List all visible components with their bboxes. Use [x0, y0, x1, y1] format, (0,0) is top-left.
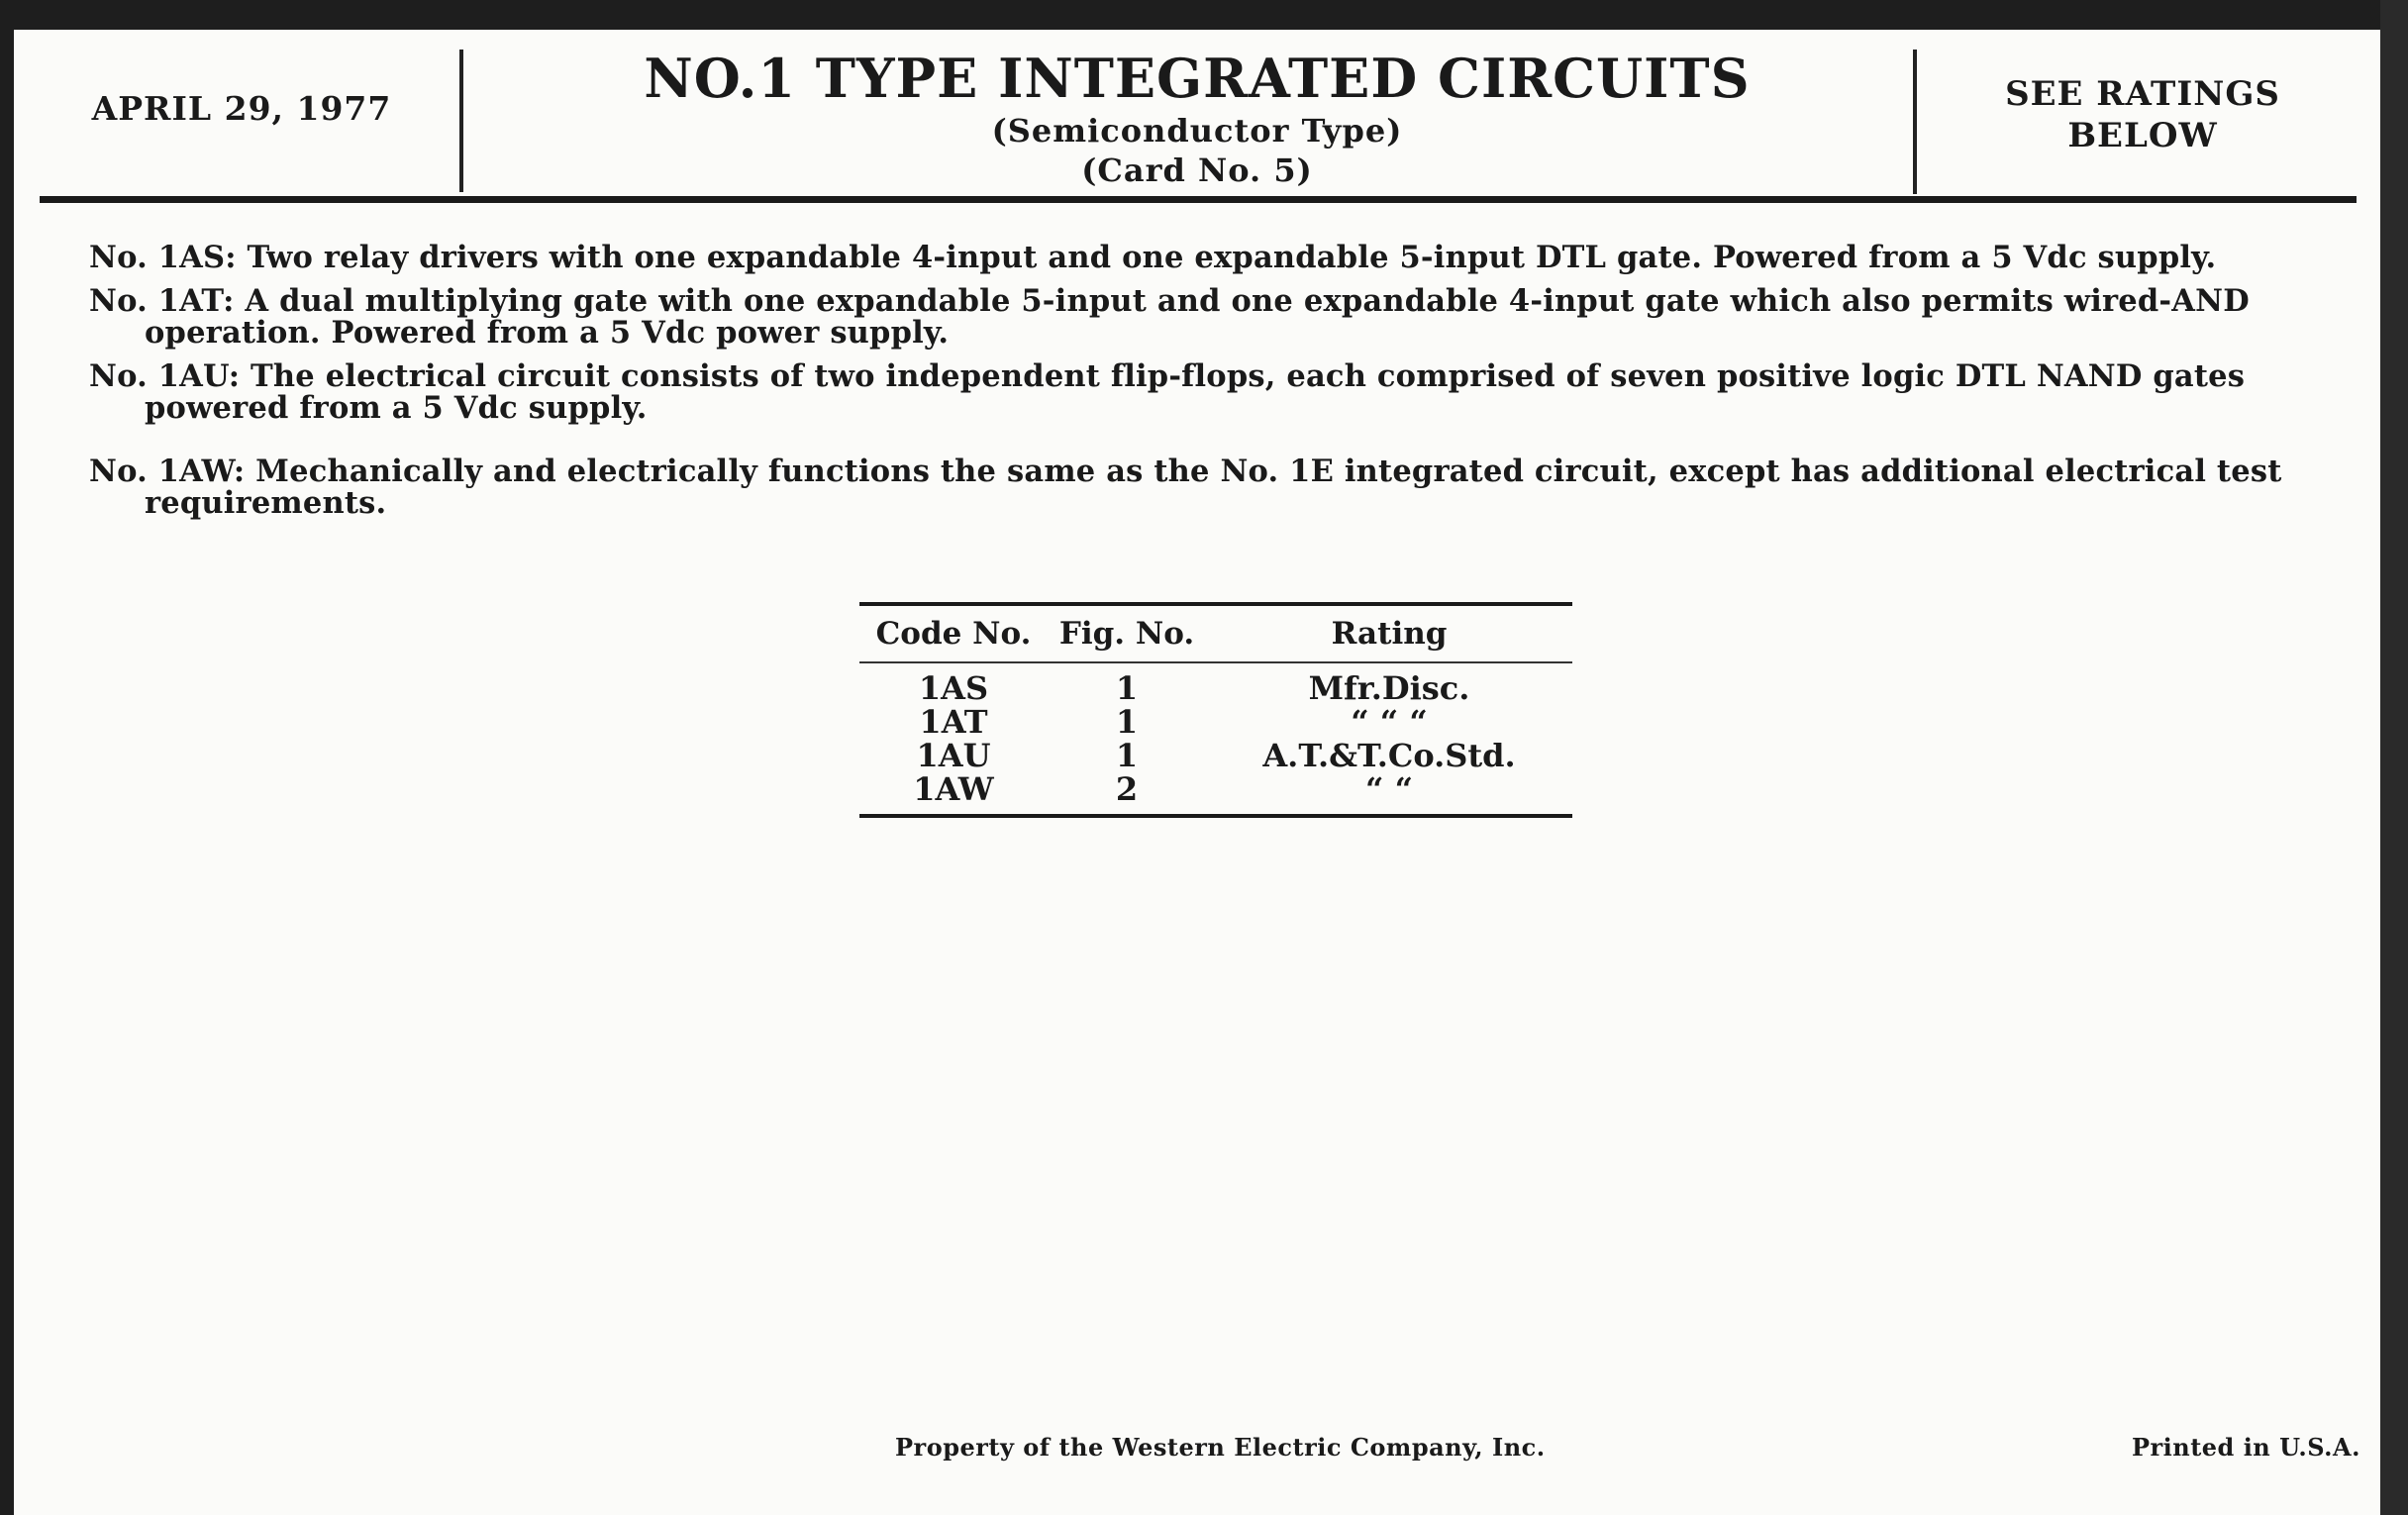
table-body [859, 663, 1572, 814]
header-fig-no: Fig. No. [1058, 616, 1195, 652]
cell-code: 1AU [916, 737, 991, 774]
table-row [859, 705, 1572, 739]
table-row [859, 772, 1572, 806]
description-1at [89, 285, 2321, 349]
cell-fig: 2 [1115, 770, 1139, 808]
description-1as [89, 242, 2321, 273]
cell-code: 1AT [919, 703, 988, 741]
description-1au [89, 360, 2321, 424]
document-date: APRIL 29, 1977 [91, 89, 392, 128]
scan-edge [2380, 0, 2408, 1515]
description-text: No. 1AU: The electrical circuit consists of two independent flip-flops, each comprised of seven positive logic DTL NAND gates [89, 358, 2246, 394]
header-divider-left [459, 50, 463, 192]
cell-code: 1AW [913, 770, 994, 808]
description-continuation: operation. Powered from a 5 Vdc power supply. [145, 315, 950, 351]
cell-fig: 1 [1115, 703, 1139, 741]
printed-notice: Printed in U.S.A. [2131, 1433, 2360, 1462]
description-text: No. 1AT: A dual multiplying gate with one expandable 5-input and one expandable 4-input gate which also permits wired-AND [89, 283, 2250, 319]
header-rule [40, 196, 2357, 203]
cell-rating: “ “ [1365, 770, 1413, 808]
header-rating: Rating [1331, 616, 1448, 652]
document-subtitle: (Semiconductor Type) [991, 112, 1403, 150]
description-continuation: requirements. [145, 485, 387, 521]
cell-rating: Mfr.Disc. [1308, 669, 1470, 707]
cell-rating: “ “ “ [1351, 703, 1428, 741]
document-card [14, 30, 2380, 1515]
description-text: No. 1AW: Mechanically and electrically functions the same as the No. 1E integrated circuit, except has additional electrical test [89, 454, 2282, 489]
cell-fig: 1 [1115, 737, 1139, 774]
cell-code: 1AS [918, 669, 989, 707]
ratings-note [1945, 73, 2341, 156]
property-notice: Property of the Western Electric Company, Inc. [895, 1433, 1546, 1462]
cell-rating: A.T.&T.Co.Std. [1262, 737, 1516, 774]
ratings-note-line1: SEE RATINGS [2005, 74, 2280, 114]
table-row [859, 671, 1572, 705]
table-header [859, 606, 1572, 661]
ratings-note-line2: BELOW [2067, 116, 2218, 155]
ratings-table [859, 602, 1572, 818]
cell-fig: 1 [1115, 669, 1139, 707]
table-row [859, 739, 1572, 772]
table-bottom-rule [859, 814, 1572, 818]
description-continuation: powered from a 5 Vdc supply. [145, 390, 648, 426]
card-number: (Card No. 5) [1081, 152, 1313, 189]
header-divider-right [1913, 50, 1917, 194]
document-title: NO.1 TYPE INTEGRATED CIRCUITS [644, 47, 1751, 110]
description-text: No. 1AS: Two relay drivers with one expandable 4-input and one expandable 5-input DTL gate. Powered from a 5 Vdc supply. [89, 240, 2217, 275]
header-center [469, 46, 1925, 190]
header-code-no: Code No. [875, 616, 1032, 652]
description-1aw [89, 455, 2321, 519]
